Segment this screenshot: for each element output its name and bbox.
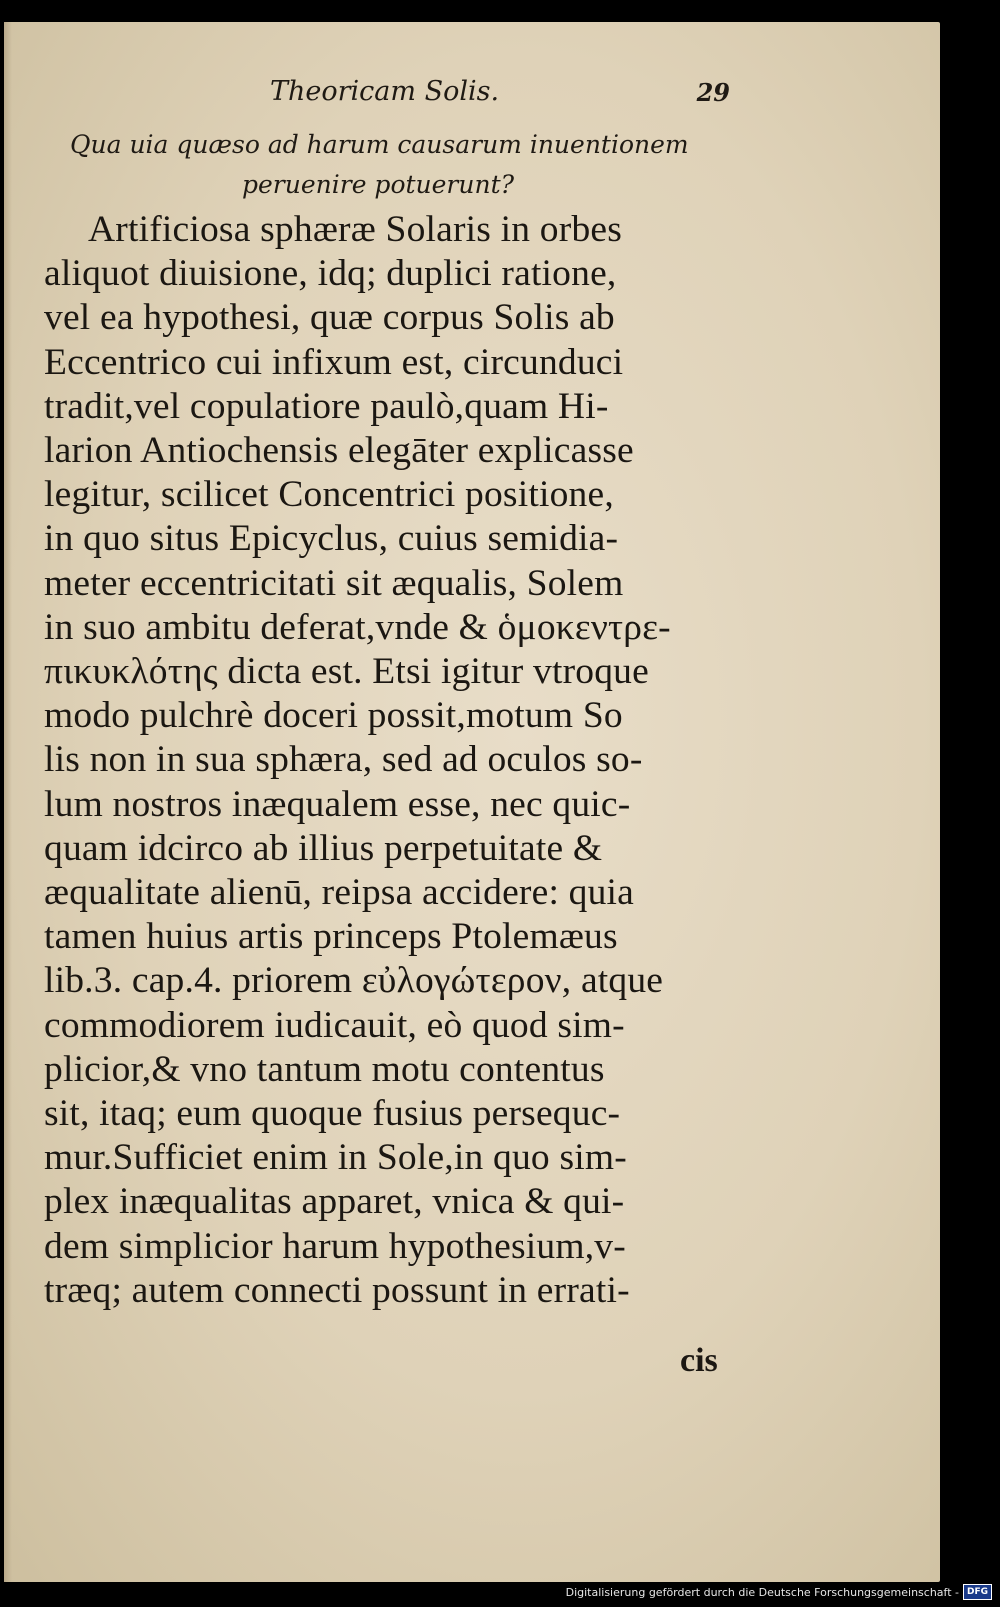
- text-line: legitur, scilicet Concentrici positione,: [44, 474, 614, 516]
- text-line: plicior,& vno tantum motu contentus: [44, 1048, 605, 1090]
- text-line: tamen huius artis princeps Ptolemæus: [44, 916, 618, 958]
- text-line: πικυκλότης dicta est. Etsi igitur vtroque: [44, 651, 649, 693]
- question-line: Qua uia quæso ad harum causarum inuentionem: [70, 130, 689, 159]
- text-line: in quo situs Epicyclus, cuius semidia-: [44, 518, 619, 560]
- text-line: tradit,vel copulatiore paulò,quam Hi-: [44, 385, 609, 427]
- page-number: 29: [696, 78, 730, 107]
- digitization-credit: [566, 1584, 992, 1600]
- section-question: [60, 125, 720, 205]
- page-gutter-shadow: [4, 22, 12, 1582]
- text-line: vel ea hypothesi, quæ corpus Solis ab: [44, 297, 615, 339]
- question-line: peruenire potuerunt?: [242, 170, 515, 199]
- body-paragraph: [44, 208, 744, 1313]
- credit-text: Digitalisierung gefördert durch die Deutsche Forschungsgemeinschaft -: [565, 1585, 959, 1599]
- text-line: dem simplicior harum hypothesium,v-: [44, 1225, 626, 1267]
- text-line: æqualitate alienū, reipsa accidere: quia: [44, 872, 635, 914]
- catchword: cis: [680, 1342, 718, 1379]
- text-line: lib.3. cap.4. priorem εὐλογώτερον, atque: [44, 960, 664, 1002]
- text-line: aliquot diuisione, idq; duplici ratione,: [44, 253, 617, 295]
- text-line: Artificiosa sphæræ Solaris in orbes: [88, 209, 623, 250]
- text-line: lis non in sua sphæra, sed ad oculos so-: [44, 739, 643, 781]
- text-line: sit, itaq; eum quoque fusius persequc-: [44, 1093, 621, 1135]
- text-line: træq; autem connecti possunt in errati-: [44, 1269, 630, 1311]
- text-line: commodiorem iudicauit, eò quod sim-: [44, 1004, 625, 1046]
- running-title: Theoricam Solis.: [270, 76, 500, 107]
- text-line: mur.Sufficiet enim in Sole,in quo sim-: [44, 1137, 627, 1179]
- text-line: larion Antiochensis elegāter explicasse: [44, 430, 634, 472]
- text-line: plex inæqualitas apparet, vnica & qui-: [44, 1181, 625, 1223]
- dfg-logo: DFG: [963, 1584, 992, 1600]
- text-line: quam idcirco ab illius perpetuitate &: [44, 827, 603, 869]
- text-line: modo pulchrè doceri possit,motum So: [44, 695, 623, 737]
- text-line: Eccentrico cui infixum est, circunduci: [44, 341, 624, 383]
- text-line: meter eccentricitati sit æqualis, Solem: [44, 562, 624, 604]
- text-line: in suo ambitu deferat,vnde & ὁμοκεντρε-: [44, 606, 671, 648]
- text-line: lum nostros inæqualem esse, nec quic-: [44, 783, 631, 825]
- page-header: [260, 72, 730, 116]
